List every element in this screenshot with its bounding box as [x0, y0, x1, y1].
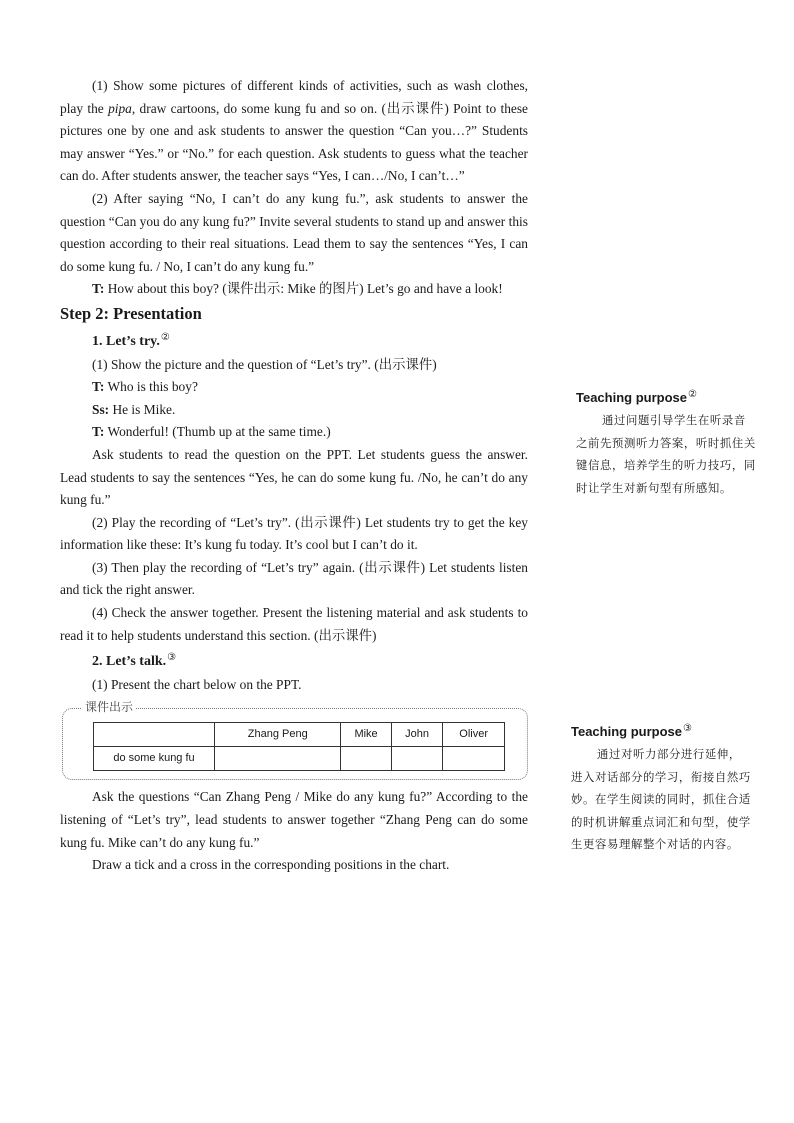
teaching-purpose-2	[576, 386, 756, 499]
chart-cell	[215, 747, 341, 771]
lets-talk-heading: 2. Let’s talk.③	[92, 652, 177, 670]
kung-fu-chart	[93, 722, 505, 770]
try-step-4: (4) Check the answer together. Present the listening material and ask students to read it to help students understand this section. (出示课件)	[60, 605, 528, 643]
chart-row	[94, 747, 505, 771]
chart-cell	[391, 747, 443, 771]
chart-row-label: do some kung fu	[94, 747, 215, 771]
talk-ask-paragraph: Ask the questions “Can Zhang Peng / Mike do any kung fu?” According to the listening of “Let’s try”, lead students to answer together “Zhang Peng can do some kung fu. Mike can’t do any kung fu.”	[60, 789, 528, 850]
activity-paragraph-1: (1) Show some pictures of different kinds of activities, such as wash clothes, play the pipa, draw cartoons, do some kung fu and so on. (出示课件) Point to these pictures one by one and ask students to answer the question “Can you…?” Students may answer “Yes.” or “No.” for each question. Ask students to guess what the teacher can do. After students answer, the teacher says “Yes, I can…/No, I can’t…”	[60, 78, 529, 184]
footnote-mark-3: ③	[167, 652, 177, 664]
chart-cell	[341, 747, 391, 771]
purpose-body: 通过对听力部分进行延伸，进入对话部分的学习，衔接自然巧妙。在学生阅读的同时，抓住合适的时机讲解重点词汇和句型，使学生更容易理解整个对话的内容。	[571, 747, 751, 852]
dialogue-line-2: Ss: He is Mike.	[92, 401, 176, 417]
chart-header-row	[94, 723, 505, 747]
teacher-line: T: How about this boy? (课件出示: Mike 的图片) Let’s go and have a look!	[92, 281, 503, 297]
purpose-title: Teaching purpose③	[571, 723, 692, 739]
chart-header-cell: Mike	[341, 723, 391, 747]
chart-header-cell: Oliver	[443, 723, 505, 747]
try-step-1: (1) Show the picture and the question of “Let’s try”. (出示课件)	[92, 356, 437, 372]
teaching-purpose-3	[571, 720, 751, 856]
try-step-3: (3) Then play the recording of “Let’s try” again. (出示课件) Let students listen and tick the right answer.	[60, 559, 528, 598]
dialogue-line-3: T: Wonderful! (Thumb up at the same time.)	[92, 424, 331, 440]
try-ask-paragraph: Ask students to read the question on the PPT. Let students guess the answer. Lead students to say the sentences “Yes, he can do some kung fu. /No, he can’t do any kung fu.”	[60, 446, 528, 508]
chart-cell	[443, 747, 505, 771]
activity-paragraph-2: (2) After saying “No, I can’t do any kung fu.”, ask students to answer the question “Can you do any kung fu?” Invite several students to stand up and answer this question according to their real situations. Lead them to say the sentences “Yes, I can do some kung fu. / No, I can’t do any kung fu.”	[60, 190, 528, 274]
lesson-content	[60, 75, 528, 877]
courseware-box	[60, 700, 528, 780]
chart-header-cell	[94, 723, 215, 747]
try-step-2: (2) Play the recording of “Let’s try”. (出示课件) Let students try to get the key information like these: It’s kung fu today. It’s cool but I can’t do it.	[60, 514, 528, 553]
pipa-word: pipa	[108, 100, 132, 116]
purpose-body: 通过问题引导学生在听录音之前先预测听力答案，听时抓住关键信息，培养学生的听力技巧，同时让学生对新句型有所感知。	[576, 413, 756, 495]
dialogue-line-1: T: Who is this boy?	[92, 379, 198, 395]
purpose-title: Teaching purpose②	[576, 389, 697, 405]
chart-header-cell: Zhang Peng	[215, 723, 341, 747]
footnote-mark-2: ②	[160, 331, 170, 343]
step2-heading: Step 2: Presentation	[60, 303, 202, 323]
courseware-label: 课件出示	[82, 699, 136, 715]
talk-step-1: (1) Present the chart below on the PPT.	[92, 676, 302, 692]
chart-header-cell: John	[391, 723, 443, 747]
lets-try-heading: 1. Let’s try.②	[92, 331, 170, 349]
talk-draw-paragraph: Draw a tick and a cross in the corresponding positions in the chart.	[92, 857, 450, 873]
